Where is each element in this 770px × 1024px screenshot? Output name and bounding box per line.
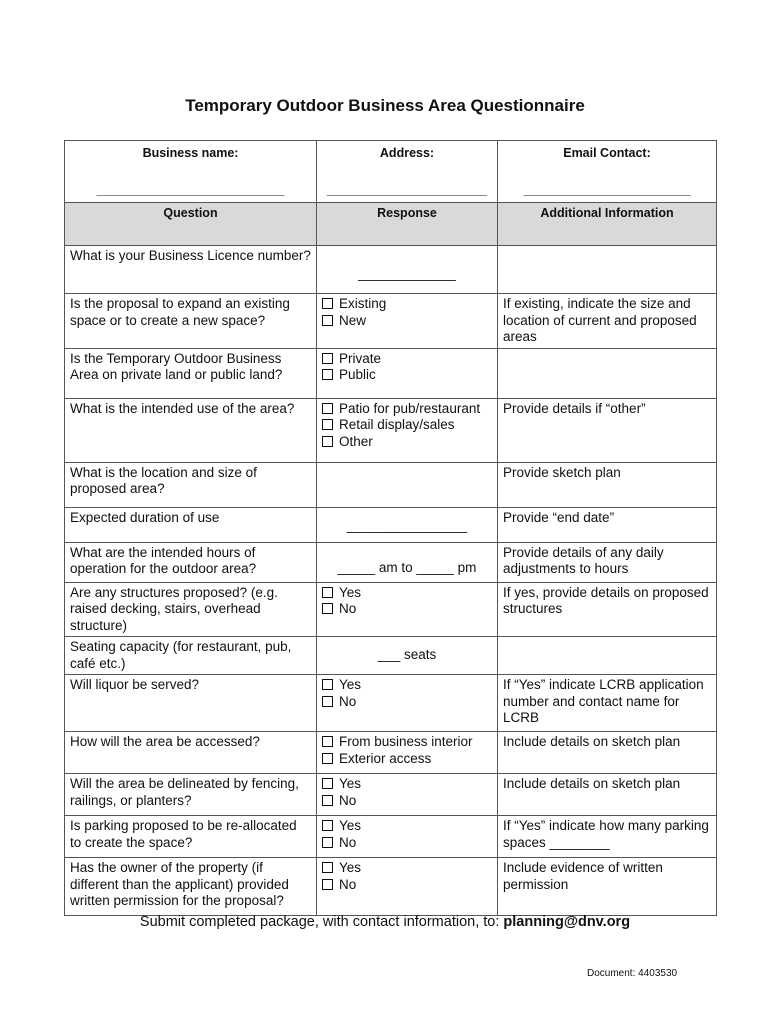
option-label: Patio for pub/restaurant — [339, 400, 481, 416]
business-name-cell — [65, 141, 317, 203]
option-label: Yes — [339, 677, 362, 692]
response-column-header: Response — [317, 203, 498, 246]
response-cell — [317, 398, 498, 462]
response-blank[interactable]: ___ seats — [377, 647, 437, 662]
checkbox-icon[interactable] — [322, 837, 333, 848]
question-text: How will the area be accessed? — [65, 732, 317, 774]
additional-info: Include evidence of written permission — [498, 858, 717, 916]
checkbox-icon[interactable] — [322, 862, 333, 873]
questionnaire-table — [64, 140, 717, 916]
question-row — [65, 294, 717, 349]
option-label: No — [339, 693, 357, 709]
contact-header-row — [65, 141, 717, 203]
response-cell — [317, 294, 498, 349]
response-option[interactable] — [322, 694, 492, 711]
option-label: Private — [339, 350, 382, 366]
checkbox-icon[interactable] — [322, 315, 333, 326]
footer-instruction — [0, 914, 770, 930]
response-option[interactable] — [322, 313, 492, 330]
info-column-header: Additional Information — [498, 203, 717, 246]
response-cell — [317, 348, 498, 398]
option-label: Yes — [339, 860, 362, 875]
option-label: Yes — [339, 776, 362, 791]
address-cell — [317, 141, 498, 203]
checkbox-icon[interactable] — [322, 879, 333, 890]
business-name-label: Business name: — [142, 146, 239, 160]
response-option[interactable] — [322, 585, 492, 602]
response-cell — [317, 816, 498, 858]
question-row — [65, 348, 717, 398]
option-label: Existing — [339, 296, 387, 311]
checkbox-icon[interactable] — [322, 403, 333, 414]
question-text: What is the intended use of the area? — [65, 398, 317, 462]
address-label: Address: — [379, 146, 435, 160]
checkbox-icon[interactable] — [322, 736, 333, 747]
question-row — [65, 462, 717, 507]
business-name-field[interactable]: ___________________________ — [96, 182, 285, 197]
response-option[interactable] — [322, 793, 492, 810]
question-text: Expected duration of use — [65, 507, 317, 542]
response-option[interactable] — [322, 776, 492, 793]
checkbox-icon[interactable] — [322, 436, 333, 447]
additional-info — [498, 246, 717, 294]
response-cell — [317, 507, 498, 542]
additional-info: If “Yes” indicate how many parking spaces ________ — [498, 816, 717, 858]
document-number: Document: 4403530 — [587, 968, 678, 979]
checkbox-icon[interactable] — [322, 753, 333, 764]
checkbox-icon[interactable] — [322, 587, 333, 598]
response-option[interactable] — [322, 835, 492, 852]
submission-email-link[interactable]: planning@dnv.org — [503, 914, 631, 930]
question-text: What is the location and size of proposed area? — [65, 462, 317, 507]
checkbox-icon[interactable] — [322, 679, 333, 690]
additional-info: Provide sketch plan — [498, 462, 717, 507]
response-cell — [317, 637, 498, 675]
form-title: Temporary Outdoor Business Area Questionnaire — [185, 96, 585, 115]
response-cell — [317, 246, 498, 294]
additional-info — [498, 348, 717, 398]
question-row — [65, 246, 717, 294]
question-row — [65, 732, 717, 774]
additional-info: If existing, indicate the size and location of current and proposed areas — [498, 294, 717, 349]
additional-info: If yes, provide details on proposed structures — [498, 582, 717, 637]
question-row — [65, 637, 717, 675]
email-cell — [498, 141, 717, 203]
column-header-row — [65, 203, 717, 246]
response-cell — [317, 542, 498, 582]
response-option[interactable] — [322, 417, 492, 434]
checkbox-icon[interactable] — [322, 696, 333, 707]
response-option[interactable] — [322, 677, 492, 694]
additional-info: Include details on sketch plan — [498, 774, 717, 816]
checkbox-icon[interactable] — [322, 778, 333, 789]
additional-info: Provide details if “other” — [498, 398, 717, 462]
question-row — [65, 582, 717, 637]
question-text: Will liquor be served? — [65, 675, 317, 732]
response-option[interactable] — [322, 434, 492, 451]
question-row — [65, 542, 717, 582]
checkbox-icon[interactable] — [322, 820, 333, 831]
question-text: Is the Temporary Outdoor Business Area on private land or public land? — [65, 348, 317, 398]
email-field[interactable]: ________________________ — [523, 182, 691, 197]
question-text: Will the area be delineated by fencing, railings, or planters? — [65, 774, 317, 816]
response-option[interactable] — [322, 751, 492, 768]
option-label: New — [339, 312, 367, 328]
response-cell — [317, 858, 498, 916]
response-blank[interactable]: _____ am to _____ pm — [337, 559, 477, 575]
question-text: Seating capacity (for restaurant, pub, café etc.) — [65, 637, 317, 675]
response-option[interactable] — [322, 860, 492, 877]
question-row — [65, 398, 717, 462]
checkbox-icon[interactable] — [322, 419, 333, 430]
option-label: Retail display/sales — [339, 417, 455, 432]
question-row — [65, 816, 717, 858]
address-field[interactable]: _______________________ — [327, 182, 487, 197]
email-label: Email Contact: — [563, 146, 651, 160]
option-label: No — [339, 834, 357, 850]
option-label: From business interior — [339, 734, 473, 749]
question-text: Is the proposal to expand an existing space or to create a new space? — [65, 294, 317, 349]
option-label: Exterior access — [339, 750, 432, 766]
response-option[interactable] — [322, 734, 492, 751]
response-cell — [317, 582, 498, 637]
question-text: Are any structures proposed? (e.g. raised decking, stairs, overhead structure) — [65, 582, 317, 637]
response-option[interactable] — [322, 296, 492, 313]
response-option[interactable] — [322, 367, 492, 384]
additional-info: If “Yes” indicate LCRB application number and contact name for LCRB — [498, 675, 717, 732]
additional-info — [498, 637, 717, 675]
checkbox-icon[interactable] — [322, 369, 333, 380]
additional-info: Provide details of any daily adjustments to hours — [498, 542, 717, 582]
response-cell — [317, 462, 498, 507]
response-blank[interactable]: _____________ — [358, 266, 456, 281]
response-cell — [317, 732, 498, 774]
question-column-header: Question — [65, 203, 317, 246]
response-option[interactable] — [322, 401, 492, 418]
option-label: Other — [339, 433, 373, 449]
question-row — [65, 675, 717, 732]
footer-text: Submit completed package, with contact information, to: — [139, 914, 504, 930]
option-label: No — [339, 876, 357, 892]
question-text: What is your Business Licence number? — [65, 246, 317, 294]
question-text: What are the intended hours of operation for the outdoor area? — [65, 542, 317, 582]
response-cell — [317, 675, 498, 732]
response-option[interactable] — [322, 601, 492, 618]
checkbox-icon[interactable] — [322, 603, 333, 614]
question-row — [65, 774, 717, 816]
checkbox-icon[interactable] — [322, 353, 333, 364]
question-row — [65, 858, 717, 916]
checkbox-icon[interactable] — [322, 298, 333, 309]
additional-info: Include details on sketch plan — [498, 732, 717, 774]
question-row — [65, 507, 717, 542]
response-option[interactable] — [322, 877, 492, 894]
question-text: Has the owner of the property (if different than the applicant) provided written permission for the proposal? — [65, 858, 317, 916]
checkbox-icon[interactable] — [322, 795, 333, 806]
option-label: Yes — [339, 818, 362, 833]
response-blank[interactable]: ________________ — [346, 517, 468, 533]
option-label: No — [339, 792, 357, 808]
option-label: No — [339, 601, 357, 616]
response-option[interactable] — [322, 351, 492, 368]
response-option[interactable] — [322, 818, 492, 835]
additional-info: Provide “end date” — [498, 507, 717, 542]
option-label: Public — [339, 367, 376, 382]
option-label: Yes — [339, 584, 362, 600]
response-cell — [317, 774, 498, 816]
question-text: Is parking proposed to be re-allocated to create the space? — [65, 816, 317, 858]
